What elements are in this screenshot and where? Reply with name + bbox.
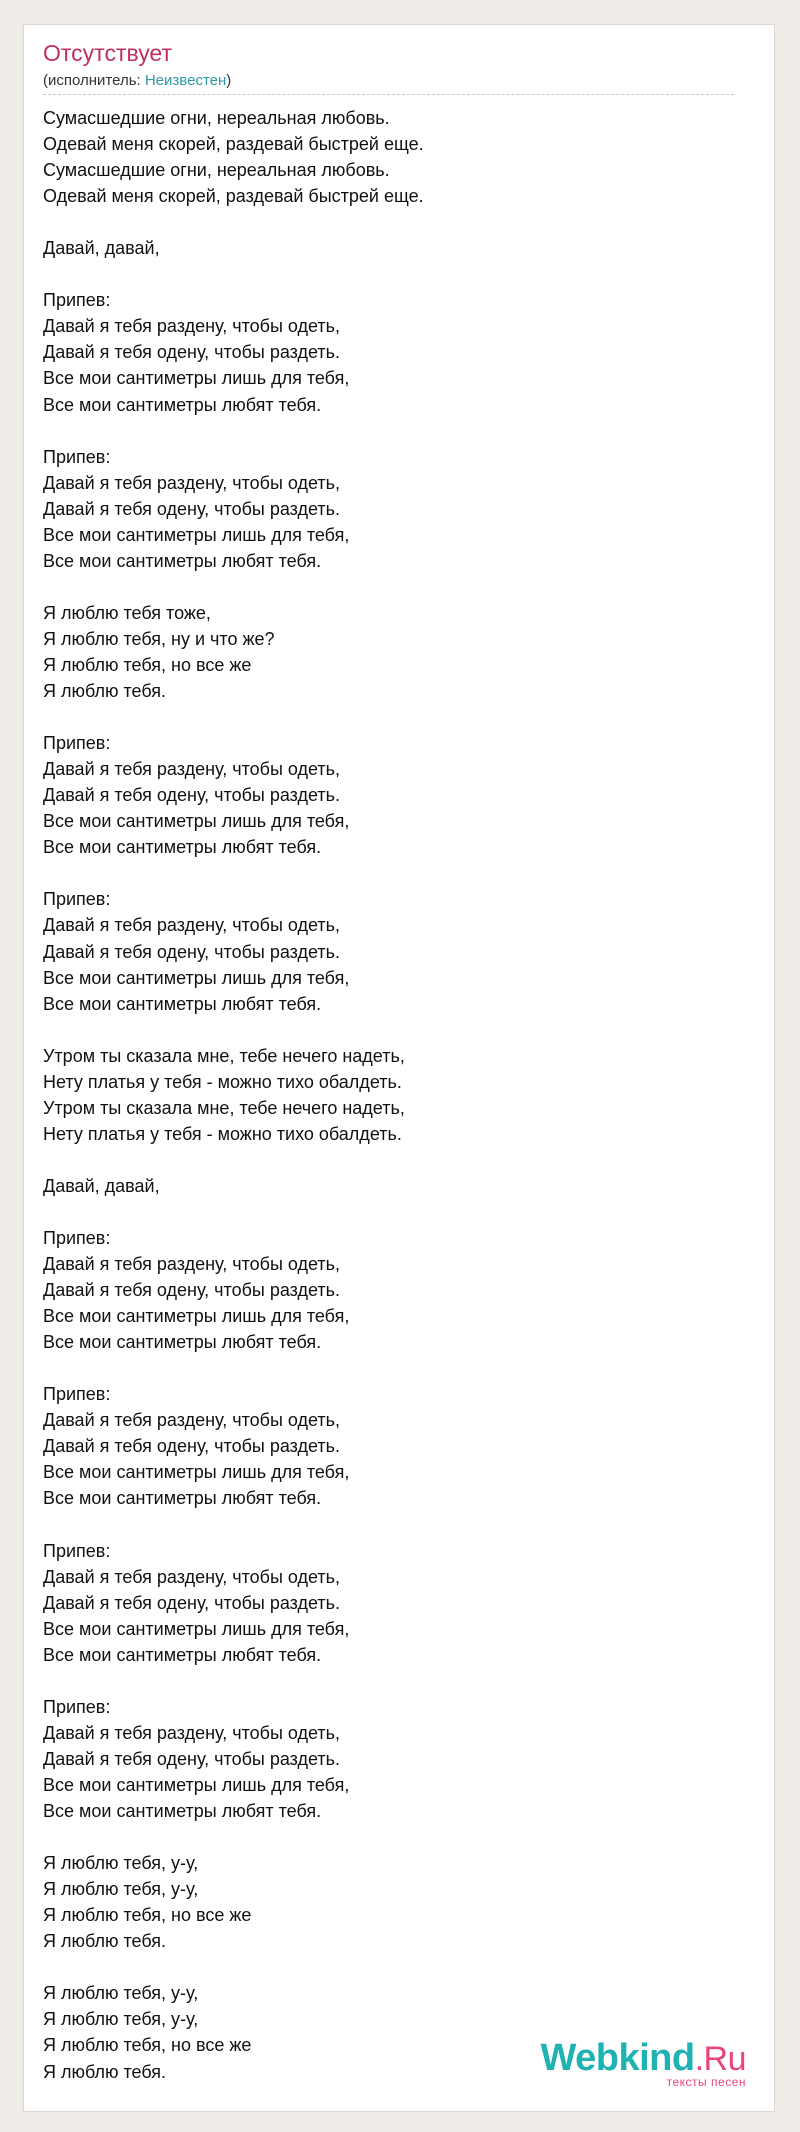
- lyric-line: Я люблю тебя, у-у,: [43, 1879, 199, 1900]
- lyric-line: Давай я тебя одену, чтобы раздеть.: [43, 941, 341, 962]
- lyric-blank-line: [43, 1954, 424, 1980]
- performer-prefix: (исполнитель:: [43, 72, 145, 89]
- lyric-line: Давай я тебя одену, чтобы раздеть.: [43, 1592, 341, 1613]
- lyric-line: Я люблю тебя, ну и что же?: [43, 628, 275, 649]
- lyric-blank-line: [43, 1668, 424, 1694]
- lyric-line: Все мои сантиметры лишь для тебя,: [43, 1775, 350, 1795]
- lyric-line: Я люблю тебя, но все же: [43, 654, 252, 675]
- lyric-blank-line: [43, 860, 424, 886]
- lyric-blank-line: [43, 418, 424, 444]
- lyric-line: Давай я тебя раздену, чтобы одеть,: [43, 915, 341, 936]
- lyric-line: Все мои сантиметры лишь для тебя,: [43, 368, 350, 389]
- lyric-line: Я люблю тебя, у-у,: [43, 1983, 199, 2004]
- title-divider: [43, 94, 734, 95]
- performer-line: [43, 72, 231, 90]
- lyric-line: Я люблю тебя, но все же: [43, 1905, 252, 1926]
- lyric-line: Все мои сантиметры лишь для тебя,: [43, 1462, 350, 1483]
- lyric-line: Все мои сантиметры лишь для тебя,: [43, 1618, 350, 1639]
- lyric-line: Давай я тебя раздену, чтобы одеть,: [43, 472, 341, 493]
- lyric-line: Я люблю тебя.: [43, 1931, 167, 1952]
- lyric-line: Все мои сантиметры любят тебя.: [43, 1644, 322, 1665]
- lyric-line: Давай, давай,: [43, 1175, 160, 1196]
- lyric-blank-line: [43, 1824, 424, 1850]
- song-title: Отсутствует: [43, 40, 172, 66]
- lyric-blank-line: [43, 1512, 424, 1538]
- logo-brand-tld: .Ru: [694, 2040, 746, 2078]
- lyric-line: Я люблю тебя, у-у,: [43, 1853, 199, 1874]
- lyric-line: Я люблю тебя, у-у,: [43, 2009, 199, 2030]
- lyric-line: Давай я тебя одену, чтобы раздеть.: [43, 1436, 341, 1457]
- performer-link[interactable]: Неизвестен: [144, 72, 227, 89]
- lyric-line: Все мои сантиметры лишь для тебя,: [43, 811, 350, 832]
- lyric-line: Утром ты сказала мне, тебе нечего надеть,: [43, 1045, 405, 1066]
- lyric-line: Я люблю тебя тоже,: [43, 602, 211, 623]
- lyric-line: Давай я тебя раздену, чтобы одеть,: [43, 1566, 341, 1587]
- site-logo[interactable]: [540, 2038, 746, 2089]
- lyric-line: Все мои сантиметры любят тебя.: [43, 394, 322, 415]
- lyric-line: Нету платья у тебя - можно тихо обалдеть.: [43, 1071, 402, 1092]
- lyric-line: Все мои сантиметры любят тебя.: [43, 837, 322, 858]
- lyric-line: Давай я тебя одену, чтобы раздеть.: [43, 498, 341, 519]
- lyric-line: Давай я тебя одену, чтобы раздеть.: [43, 342, 341, 363]
- lyric-line: Припев:: [43, 1696, 111, 1717]
- lyric-blank-line: [43, 1355, 424, 1381]
- lyric-line: Припев:: [43, 1384, 111, 1405]
- lyric-line: Все мои сантиметры лишь для тебя,: [43, 524, 350, 545]
- lyric-line: Я люблю тебя, но все же: [43, 2035, 252, 2056]
- lyric-line: Давай я тебя раздену, чтобы одеть,: [43, 759, 341, 780]
- logo-wordmark: [540, 2038, 746, 2079]
- lyric-line: Сумасшедшие огни, нереальная любовь.: [43, 160, 390, 181]
- lyric-blank-line: [43, 704, 424, 730]
- lyric-line: Давай я тебя одену, чтобы раздеть.: [43, 1280, 341, 1301]
- logo-tagline: тексты песен: [666, 2075, 746, 2089]
- lyric-line: Припев:: [43, 290, 111, 311]
- lyric-line: Утром ты сказала мне, тебе нечего надеть,: [43, 1097, 405, 1118]
- lyric-line: Давай я тебя раздену, чтобы одеть,: [43, 1722, 341, 1743]
- lyric-line: Припев:: [43, 1540, 111, 1561]
- lyric-line: Давай я тебя раздену, чтобы одеть,: [43, 1254, 341, 1275]
- lyric-line: Одевай меня скорей, раздевай быстрей еще.: [43, 186, 424, 207]
- lyrics-text: [43, 105, 424, 2085]
- lyric-line: Давай, давай,: [43, 238, 160, 259]
- lyric-line: Все мои сантиметры любят тебя.: [43, 1801, 322, 1822]
- lyric-blank-line: [43, 1017, 424, 1043]
- lyric-blank-line: [43, 1147, 424, 1173]
- lyric-line: Припев:: [43, 446, 111, 467]
- lyric-blank-line: [43, 209, 424, 235]
- lyric-line: Я люблю тебя.: [43, 681, 167, 702]
- lyric-line: Припев:: [43, 889, 111, 910]
- lyric-line: Давай я тебя раздену, чтобы одеть,: [43, 316, 341, 337]
- lyric-line: Все мои сантиметры любят тебя.: [43, 993, 322, 1014]
- logo-brand-main: Webkind: [540, 2037, 695, 2079]
- lyric-line: Сумасшедшие огни, нереальная любовь.: [43, 108, 390, 128]
- lyric-line: Все мои сантиметры лишь для тебя,: [43, 1306, 350, 1327]
- lyric-line: Давай я тебя одену, чтобы раздеть.: [43, 1748, 341, 1769]
- lyric-line: Давай я тебя раздену, чтобы одеть,: [43, 1410, 341, 1431]
- lyric-line: Одевай меня скорей, раздевай быстрей еще.: [43, 134, 424, 155]
- lyric-line: Припев:: [43, 1228, 111, 1249]
- lyric-line: Все мои сантиметры любят тебя.: [43, 1488, 322, 1509]
- lyrics-card: [23, 24, 775, 2112]
- lyric-line: Я люблю тебя.: [43, 2061, 167, 2082]
- lyric-blank-line: [43, 261, 424, 287]
- performer-suffix: ): [226, 72, 232, 89]
- lyric-line: Давай я тебя одену, чтобы раздеть.: [43, 785, 341, 806]
- lyric-blank-line: [43, 1199, 424, 1225]
- lyric-line: Нету платья у тебя - можно тихо обалдеть.: [43, 1123, 402, 1144]
- lyric-line: Все мои сантиметры любят тебя.: [43, 550, 322, 571]
- lyric-line: Все мои сантиметры лишь для тебя,: [43, 967, 350, 988]
- lyric-line: Все мои сантиметры любят тебя.: [43, 1332, 322, 1353]
- lyric-blank-line: [43, 574, 424, 600]
- lyric-line: Припев:: [43, 733, 111, 754]
